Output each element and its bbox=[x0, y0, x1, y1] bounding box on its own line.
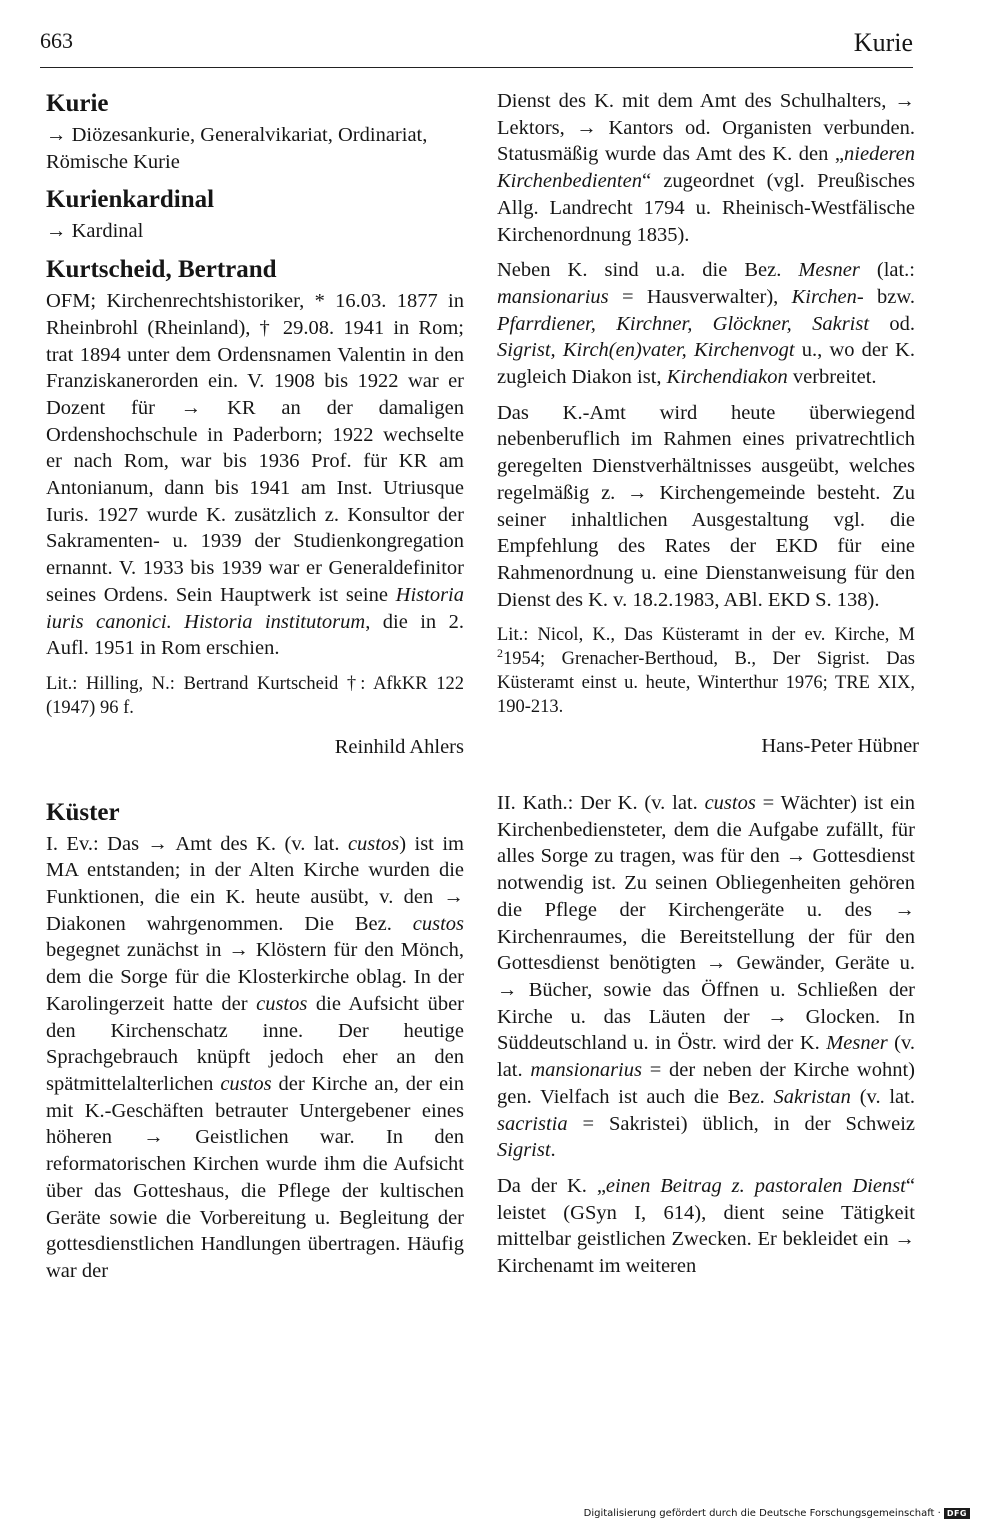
entry-kuester-part1: I. Ev.: Das → Amt des K. (v. lat. custos) ist im MA entstanden; in der Alten Kirche wurden die Funktionen, die ein K. heute ausübt, v. den → Diakonen wahrgenommen. Die Bez. custos begegnet zunächst in → Klöstern für den Mönch, dem die Sorge für die Klosterkirche oblag. In der Karolingerzeit hatte der custos die Aufsicht über den Kirchenschatz inne. Der heutige Sprachgebrauch knüpft jedoch eher an den spätmittelalterlichen custos der Kirche an, der ein mit K.-Geschäften betrauter Untergebener eines höheren → Geistlichen war. In den reformatorischen Kirchen wurde ihm die Aufsicht über das Gotteshaus, die Pflege der kultischen Geräte sowie die Vorbereitung u. Begleitung der gottesdienstlichen Handlungen übertragen. Häufig war der bbox=[46, 832, 464, 1282]
entry-kurtscheid-text: OFM; Kirchenrechtshistoriker, * 16.03. 1877 in Rheinbrohl (Rheinland), † 29.08. 1941 in Rom; trat 1894 unter dem Ordensnamen Valentin in den Franziskanerorden ein. V. 1908 bis 1922 war er Dozent für → KR an der damaligen Ordenshochschule in Paderborn; 1922 wechselte er nach Rom, war bis 1936 Prof. für KR am Antonianum, dann bis 1941 am Inst. Utriusque Iuris. 1927 wurde K. zusätzlich z. Konsultor der Sakramenten- u. 1939 der Studienkongregation ernannt. V. 1933 bis 1939 war er Generaldefinitor seines Ordens. Sein Hauptwerk ist seine Historia iuris canonici. Historia institutorum, die in 2. Aufl. 1951 in Rom erschien. bbox=[46, 290, 464, 660]
entry-kurie-text: → Diözesankurie, Generalvikariat, Ordinariat, Römische Kurie bbox=[46, 124, 428, 173]
entry-kuester-continued: Dienst des K. mit dem Amt des Schulhalters, → Lektors, → Kantors od. Organisten verbunden. Statusmäßig wurde das Amt des K. den „niederen Kirchenbedienten“ zugeordnet (vgl. Preußisches Allg. Landrecht 1794 u. Rheinisch-Westfälische Kirchenordnung 1835). bbox=[497, 90, 915, 246]
digitization-footer bbox=[584, 1508, 970, 1519]
running-head: Kurie bbox=[853, 28, 913, 57]
left-column bbox=[46, 88, 464, 1294]
page-number: 663 bbox=[40, 28, 73, 53]
entry-kuester-today: Das K.-Amt wird heute überwiegend nebenberuflich im Rahmen eines privatrechtlich geregelten Dienstverhältnisses ausgeübt, welches regelmäßig z. → Kirchengemeinde besteht. Zu seiner inhaltlichen Ausgestaltung vgl. die Empfehlung des Rates der EKD für eine Rahmenordnung u. eine Dienstanweisung für den Dienst des K. v. 18.2.1983, ABl. EKD S. 138). bbox=[497, 401, 915, 611]
entry-kurtscheid-literature: Lit.: Hilling, N.: Bertrand Kurtscheid †: AfkKR 122 (1947) 96 f. bbox=[46, 673, 464, 718]
header-rule bbox=[40, 67, 913, 68]
entry-kurtscheid-author: Reinhild Ahlers bbox=[334, 735, 464, 758]
entry-kuester-kath: II. Kath.: Der K. (v. lat. custos = Wächter) ist ein Kirchenbediensteter, dem die Aufgabe zufällt, für alles Sorge zu tragen, was für den → Gottesdienst notwendig ist. Zu seinen Obliegenheiten gehören die Pflege der Kirchengeräte u. des → Kirchenraumes, die Bereitstellung der für den Gottesdienst benötigten → Gewänder, Geräte u. → Bücher, sowie das Öffnen u. Schließen der Kirche u. das Läuten der → Glocken. In Süddeutschland u. in Östr. wird der K. Mesner (v. lat. mansionarius = der neben der Kirche wohnt) gen. Vielfach ist auch die Bez. Sakristan (v. lat. sacristia = Sakristei) üblich, in der Schweiz Sigrist. bbox=[497, 792, 915, 1162]
entry-kuester-designations: Neben K. sind u.a. die Bez. Mesner (lat.: mansionarius = Hausverwalter), Kirchen- bzw. Pfarrdiener, Kirchner, Glöckner, Sakrist od. Sigrist, Kirch(en)vater, Kirchenvogt u., wo der K. zugleich Diakon ist, Kirchendiakon verbreitet. bbox=[497, 259, 915, 389]
entry-kuester-ev-literature: Lit.: Nicol, K., Das Küsteramt in der ev. Kirche, M $^2$1954; Grenacher-Berthoud, B., Der Sigrist. Das Küsteramt einst u. heute, Winterthur 1976; TRE XIX, 190-213. bbox=[497, 625, 915, 718]
entry-kurienkardinal-text: → Kardinal bbox=[46, 220, 144, 243]
headword-kuester: Küster bbox=[46, 798, 120, 826]
right-column bbox=[497, 88, 919, 1289]
entry-kuester-ev-author: Hans-Peter Hübner bbox=[761, 735, 919, 758]
footer-text: Digitalisierung gefördert durch die Deutsche Forschungsgemeinschaft · bbox=[583, 1508, 941, 1519]
entry-kuester-pastoral: Da der K. „einen Beitrag z. pastoralen Dienst“ leistet (GSyn I, 614), dient seine Tätigkeit mittelbar geistlichen Zwecken. Er bekleidet ein → Kirchenamt im weiteren bbox=[497, 1174, 915, 1278]
headword-kurtscheid: Kurtscheid, Bertrand bbox=[46, 256, 277, 284]
dfg-logo: DFG bbox=[944, 1508, 970, 1519]
headword-kurienkardinal: Kurienkardinal bbox=[46, 186, 215, 214]
headword-kurie: Kurie bbox=[46, 90, 109, 117]
